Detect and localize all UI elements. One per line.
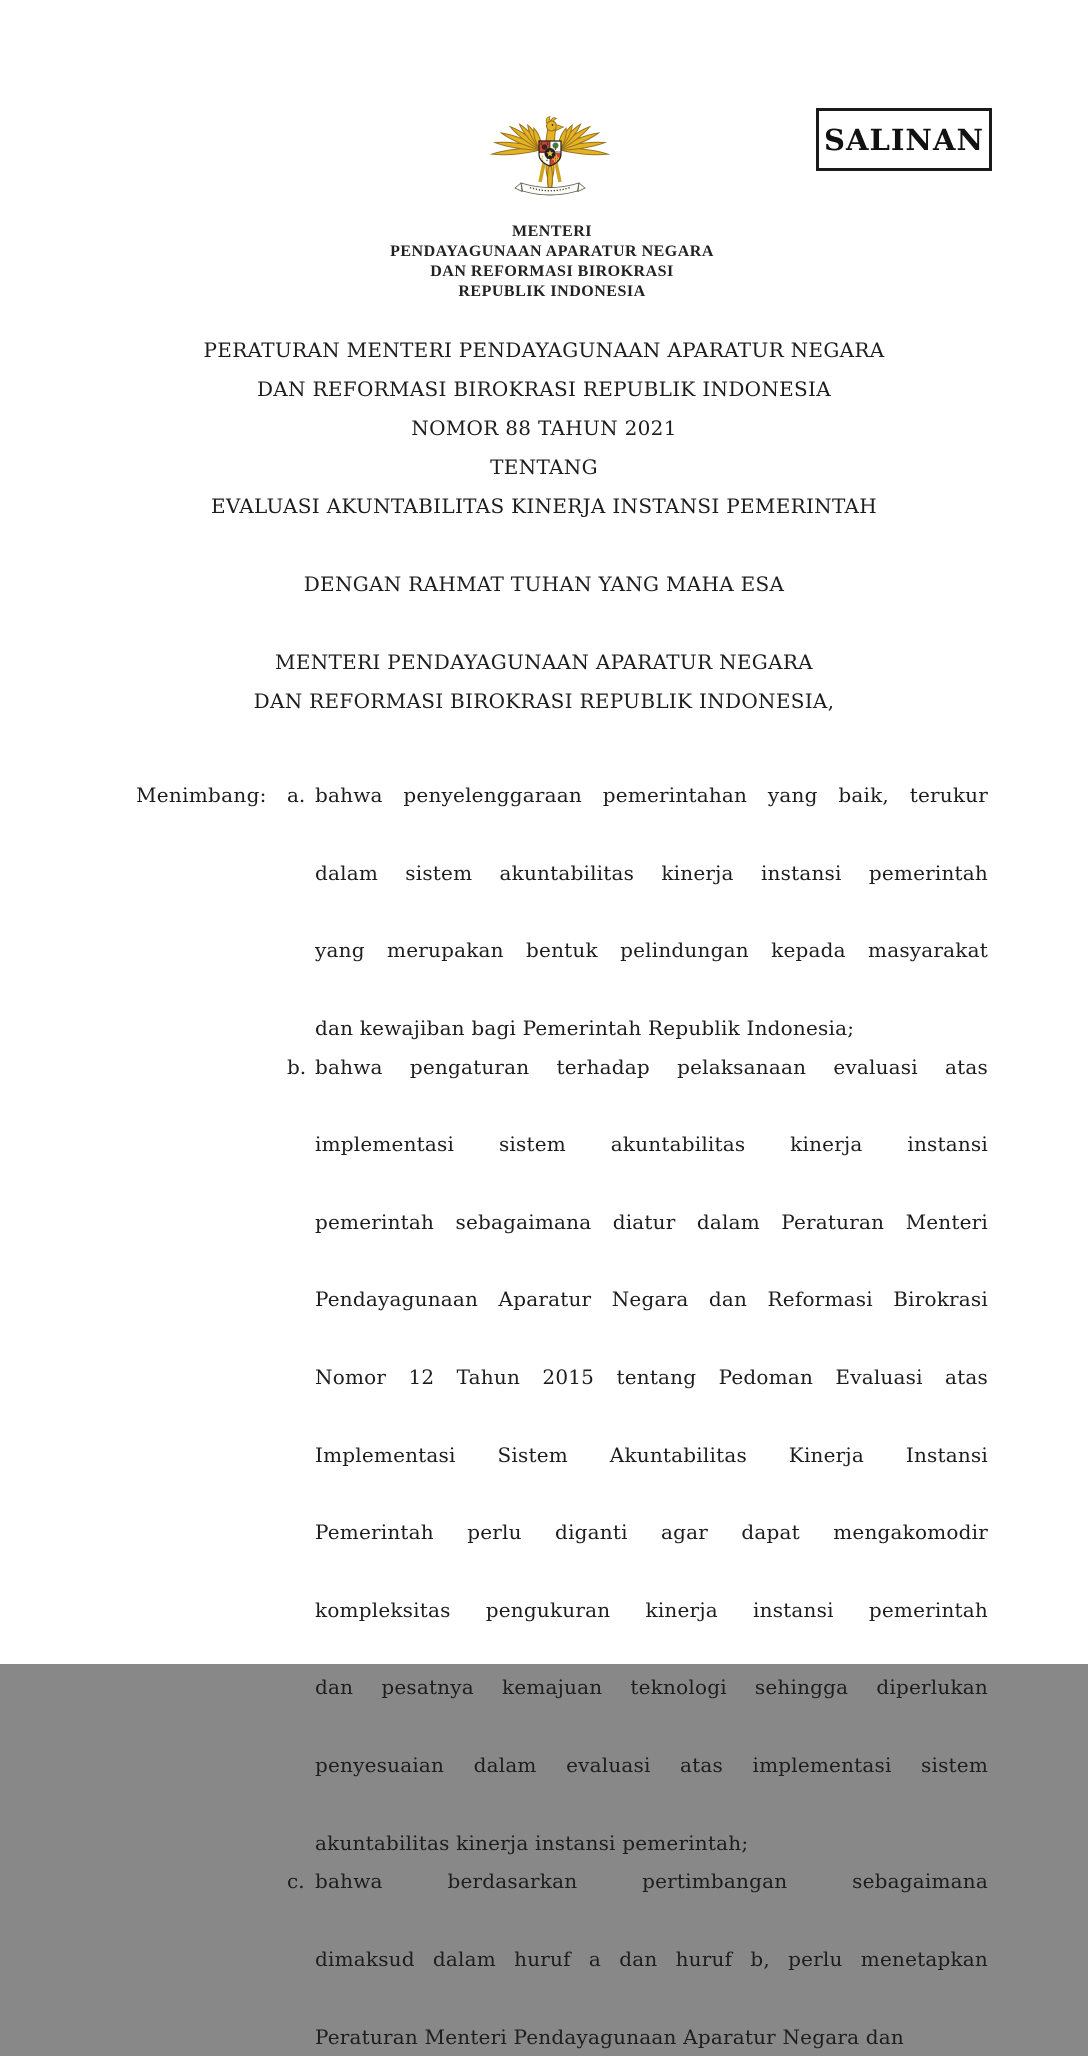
item-marker: c. [287,1862,315,2056]
text-line: NOMOR 88 TAHUN 2021 [64,409,1024,448]
ministry-letterhead [0,222,1088,302]
text-line: Pemerintah perlu diganti agar dapat mengakomodir [315,1513,988,1591]
garuda-pancasila-icon [492,100,608,205]
menimbang-label: Menimbang: [136,776,267,815]
item-text [315,1048,988,1863]
text-line: Peraturan Menteri Pendayagunaan Aparatur Negara dan [315,2018,988,2056]
text-line: bahwa berdasarkan pertimbangan sebagaimana [315,1862,988,1940]
invocation-line: DENGAN RAHMAT TUHAN YANG MAHA ESA [64,565,1024,604]
text-line: EVALUASI AKUNTABILITAS KINERJA INSTANSI PEMERINTAH [64,487,1024,526]
consideration-item-a [287,776,988,1048]
text-line: Nomor 12 Tahun 2015 tentang Pedoman Evaluasi atas [315,1358,988,1436]
text-line: bahwa pengaturan terhadap pelaksanaan evaluasi atas [315,1048,988,1126]
text-line: dan pesatnya kemajuan teknologi sehingga diperlukan [315,1668,988,1746]
text-line: kompleksitas pengukuran kinerja instansi pemerintah [315,1591,988,1669]
issuing-authority [64,643,1024,721]
consideration-item-b [287,1048,988,1863]
text-line: dan kewajiban bagi Pemerintah Republik Indonesia; [315,1009,988,1048]
text-line: Pendayagunaan Aparatur Negara dan Reformasi Birokrasi [315,1280,988,1358]
text-line: bahwa penyelenggaraan pemerintahan yang baik, terukur [315,776,988,854]
regulation-title-block [64,331,1024,721]
item-marker: b. [287,1048,315,1863]
text-line: penyesuaian dalam evaluasi atas implementasi sistem [315,1746,988,1824]
salinan-stamp-box [816,108,992,171]
text-line: pemerintah sebagaimana diatur dalam Peraturan Menteri [315,1203,988,1281]
text-line: implementasi sistem akuntabilitas kinerja instansi [315,1125,988,1203]
salinan-stamp-label: SALINAN [824,123,984,157]
text-line: TENTANG [64,448,1024,487]
text-line: REPUBLIK INDONESIA [16,282,1088,302]
text-line: DAN REFORMASI BIROKRASI REPUBLIK INDONESIA [64,370,1024,409]
text-line: Implementasi Sistem Akuntabilitas Kinerja Instansi [315,1436,988,1514]
text-line: DAN REFORMASI BIROKRASI [16,262,1088,282]
text-line: MENTERI PENDAYAGUNAAN APARATUR NEGARA [64,643,1024,682]
garuda-pancasila-emblem [492,100,608,205]
item-text [315,776,988,1048]
item-text [315,1862,988,2056]
left-wing [492,123,546,157]
text-line: yang merupakan bentuk pelindungan kepada masyarakat [315,931,988,1009]
consideration-item-c [287,1862,988,2056]
menimbang-section [136,776,988,2056]
regulation-title [64,331,1024,526]
bull-icon [542,144,548,150]
text-line: PENDAYAGUNAAN APARATUR NEGARA [16,242,1088,262]
text-line: dimaksud dalam huruf a dan huruf b, perlu menetapkan [315,1940,988,2018]
text-line: akuntabilitas kinerja instansi pemerintah; [315,1824,988,1863]
text-line: MENTERI [16,222,1088,242]
right-wing [555,123,609,157]
item-marker: a. [287,776,315,1048]
text-line: dalam sistem akuntabilitas kinerja instansi pemerintah [315,854,988,932]
text-line: PERATURAN MENTERI PENDAYAGUNAAN APARATUR NEGARA [64,331,1024,370]
text-line: DAN REFORMASI BIROKRASI REPUBLIK INDONESIA, [64,682,1024,721]
